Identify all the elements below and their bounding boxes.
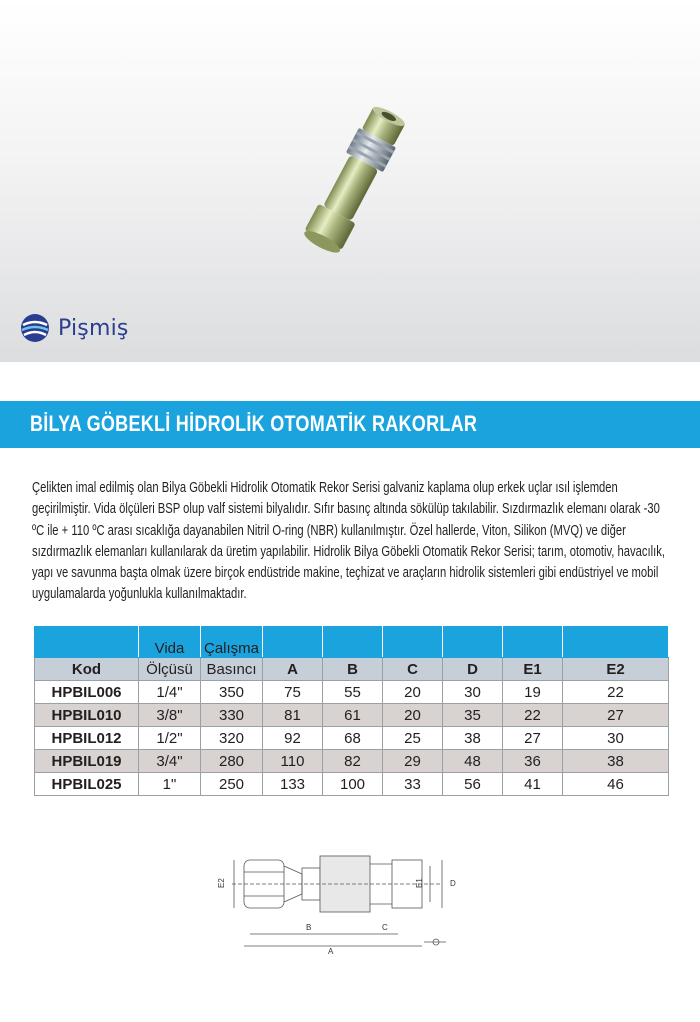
- table-cell: 41: [503, 773, 563, 796]
- table-cell: 36: [503, 750, 563, 773]
- product-description: Çelikten imal edilmiş olan Bilya Göbekli Hidrolik Otomatik Rekor Serisi galvaniz kaplama olup erkek uçlar ısıl işlemden geçirilmiştir. Vida ölçüleri BSP olup valf sistemi bilyalıdır. Sıfır basınç altında sökülüp takılabilir. Sızdırmazlık elemanı olarak -30 ºC ile + 110 ºC arası sıcaklığa dayanabilen Nitril O-ring (NBR) kullanılmıştır. Özel hallerde, Viton, Silikon (MVQ) ve diğer sızdırmazlık elemanları kullanılarak da üretim yapılabilir. Hidrolik Bilya Göbekli Otomatik Rekor Serisi; tarım, otomotiv, havacılık, yapı ve savunma başta olmak üzere birçok endüstride makine, teçhizat ve araçların hidrolik sistemleri gibi endüstriyel ve mobil uygulamalarda yoğunlukla kullanılmaktadır.: [32, 480, 665, 603]
- dimension-label-e1: E1: [415, 878, 424, 888]
- table-cell: 250: [201, 773, 263, 796]
- table-cell: HPBIL010: [35, 704, 139, 727]
- hero-area: [0, 0, 700, 362]
- header-cell: [35, 627, 139, 658]
- table-cell: 22: [563, 681, 669, 704]
- dimension-label-e2: E2: [217, 878, 226, 888]
- table-cell: 38: [563, 750, 669, 773]
- table-cell: HPBIL025: [35, 773, 139, 796]
- table-cell: 22: [503, 704, 563, 727]
- header-cell: Vida: [139, 627, 201, 658]
- table-cell: 133: [263, 773, 323, 796]
- table-cell: 1": [139, 773, 201, 796]
- header-cell-b: B: [323, 658, 383, 681]
- table-cell: 1/4": [139, 681, 201, 704]
- table-cell: 29: [383, 750, 443, 773]
- dimension-label-b: B: [306, 923, 312, 932]
- header-cell: Çalışma: [201, 627, 263, 658]
- table-cell: 100: [323, 773, 383, 796]
- table-cell: HPBIL012: [35, 727, 139, 750]
- header-cell: [503, 627, 563, 658]
- brand-logo-icon: [20, 313, 50, 343]
- header-cell-d: D: [443, 658, 503, 681]
- table-cell: 38: [443, 727, 503, 750]
- table-cell: 27: [563, 704, 669, 727]
- table-row: [35, 681, 669, 704]
- dimension-label-a: A: [328, 947, 334, 956]
- header-cell: [383, 627, 443, 658]
- table-cell: 27: [503, 727, 563, 750]
- table-cell: 30: [563, 727, 669, 750]
- table-cell: 68: [323, 727, 383, 750]
- header-cell: [563, 627, 669, 658]
- table-row: [35, 750, 669, 773]
- table-cell: 33: [383, 773, 443, 796]
- table-cell: 30: [443, 681, 503, 704]
- title-banner: [0, 401, 700, 448]
- header-cell-c: C: [383, 658, 443, 681]
- table-cell: 110: [263, 750, 323, 773]
- table-cell: 320: [201, 727, 263, 750]
- table-cell: HPBIL006: [35, 681, 139, 704]
- table-cell: 330: [201, 704, 263, 727]
- header-cell-a: A: [263, 658, 323, 681]
- table-row: [35, 773, 669, 796]
- header-cell-olcusu: Ölçüsü: [139, 658, 201, 681]
- table-cell: 20: [383, 681, 443, 704]
- header-cell: [323, 627, 383, 658]
- table-cell: 56: [443, 773, 503, 796]
- table-cell: HPBIL019: [35, 750, 139, 773]
- table-cell: 81: [263, 704, 323, 727]
- header-cell-kod: Kod: [35, 658, 139, 681]
- dimension-label-d: D: [450, 879, 456, 888]
- table-header-top: [35, 627, 669, 658]
- table-cell: 19: [503, 681, 563, 704]
- header-cell-e2: E2: [563, 658, 669, 681]
- table-cell: 3/4": [139, 750, 201, 773]
- table-cell: 35: [443, 704, 503, 727]
- spec-table: [34, 626, 669, 796]
- brand-logo: [20, 310, 129, 346]
- table-cell: 280: [201, 750, 263, 773]
- technical-drawing: [210, 848, 490, 958]
- table-cell: 20: [383, 704, 443, 727]
- brand-name: Pişmiş: [58, 315, 129, 341]
- table-cell: 46: [563, 773, 669, 796]
- table-cell: 92: [263, 727, 323, 750]
- table-cell: 55: [323, 681, 383, 704]
- table-row: [35, 704, 669, 727]
- page-title: BİLYA GÖBEKLİ HİDROLİK OTOMATİK RAKORLAR: [30, 411, 478, 436]
- table-cell: 48: [443, 750, 503, 773]
- table-cell: 1/2": [139, 727, 201, 750]
- table-cell: 82: [323, 750, 383, 773]
- header-cell: [443, 627, 503, 658]
- header-cell-basinci: Basıncı: [201, 658, 263, 681]
- table-cell: 25: [383, 727, 443, 750]
- table-cell: 75: [263, 681, 323, 704]
- table-row: [35, 727, 669, 750]
- table-header-bottom: [35, 658, 669, 681]
- table-cell: 350: [201, 681, 263, 704]
- table-cell: 61: [323, 704, 383, 727]
- dimension-label-c: C: [382, 923, 388, 932]
- header-cell: [263, 627, 323, 658]
- header-cell-e1: E1: [503, 658, 563, 681]
- coupling-product-image: [290, 100, 420, 260]
- table-cell: 3/8": [139, 704, 201, 727]
